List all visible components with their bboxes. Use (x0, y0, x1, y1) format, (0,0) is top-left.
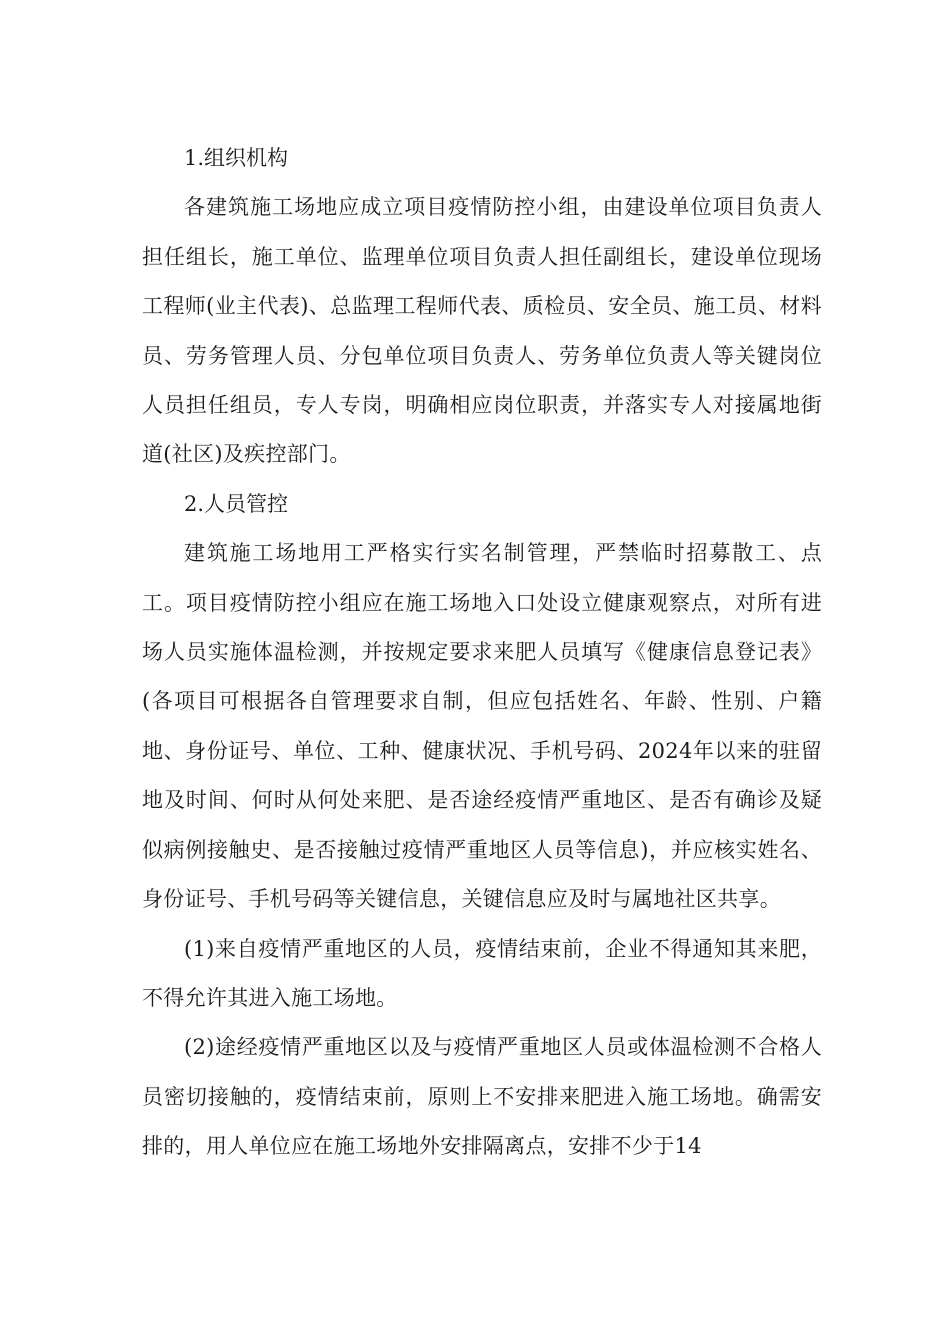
document-body (142, 134, 822, 1172)
paragraph-organization: 各建筑施工场地应成立项目疫情防控小组，由建设单位项目负责人担任组长，施工单位、监理单位项目负责人担任副组长，建设单位现场工程师(业主代表)、总监理工程师代表、质检员、安全员、施工员、材料员、劳务管理人员、分包单位项目负责人、劳务单位负责人等关键岗位人员担任组员，专人专岗，明确相应岗位职责，并落实专人对接属地街道(社区)及疾控部门。 (142, 195, 822, 467)
paragraph-rule-2: (2)途经疫情严重地区以及与疫情严重地区人员或体温检测不合格人员密切接触的，疫情结束前，原则上不安排来肥进入施工场地。确需安排的，用人单位应在施工场地外安排隔离点，安排不少于14 (142, 1035, 822, 1159)
paragraph-personnel-control: 建筑施工场地用工严格实行实名制管理，严禁临时招募散工、点工。项目疫情防控小组应在施工场地入口处设立健康观察点，对所有进场人员实施体温检测，并按规定要求来肥人员填写《健康信息登记表》(各项目可根据各自管理要求自制，但应包括姓名、年龄、性别、户籍地、身份证号、单位、工种、健康状况、手机号码、2024年以来的驻留地及时间、何时从何处来肥、是否途经疫情严重地区、是否有确诊及疑似病例接触史、是否接触过疫情严重地区人员等信息)，并应核实姓名、身份证号、手机号码等关键信息，关键信息应及时与属地社区共享。 (142, 541, 822, 912)
paragraph-rule-1: (1)来自疫情严重地区的人员，疫情结束前，企业不得通知其来肥，不得允许其进入施工场地。 (142, 936, 822, 1010)
section-heading-personnel-control: 2.人员管控 (184, 491, 289, 516)
section-heading-organization: 1.组织机构 (184, 146, 289, 170)
